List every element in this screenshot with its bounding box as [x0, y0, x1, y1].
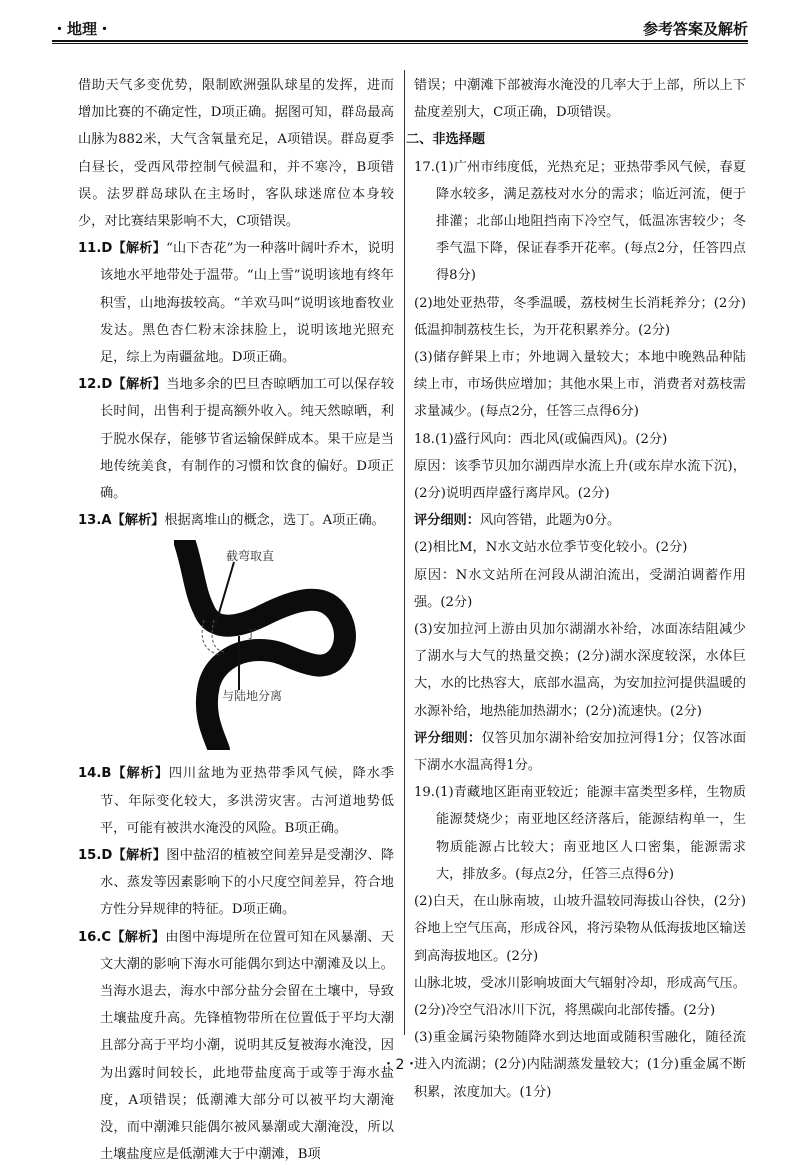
answer-number: 16.C: [78, 929, 112, 945]
column-divider: [404, 70, 405, 1035]
scoring-tag: 评分细则：: [414, 730, 482, 746]
answer-17-3: (3)储存鲜果上市；外地调入量较大；本地中晚熟品种陆续上市，市场供应增加；其他水果上市，消费者对荔枝需求量减少。(每点2分，任答三点得6分): [414, 350, 746, 420]
section-heading: 二、非选择题: [406, 132, 486, 148]
q16-continuation: 错误；中潮滩下部被海水淹没的几率大于上部，所以上下盐度差别大，C项正确，D项错误。: [414, 78, 746, 121]
answer-number: 14.B: [78, 766, 112, 782]
answer-text: 由图中海堤所在位置可知在风暴潮、天文大潮的影响下海水可能偶尔到达中潮滩及以上。当海水退去，海水中部分盐分会留在土壤中，导致土壤盐度升高。先锋植物带所在位置低于平均大潮且部分高于平均小潮，说明其反复被海水淹没，因为出露时间较长，此地带盐度高于或等于海水盐度，A项错误；低潮滩大部分可以被平均大潮淹没，而中潮滩只能偶尔被风暴潮或大潮淹没，所以土壤盐度应是低潮滩大于中潮滩，B项: [100, 929, 395, 1163]
answer-number: 12.D: [78, 377, 113, 393]
label-separated: 与陆地分离: [222, 689, 283, 704]
answer-18-1: 18.(1)盛行风向：西北风(或偏西风)。(2分): [414, 431, 668, 447]
answer-17-2: (2)地处亚热带，冬季温暖，荔枝树生长消耗养分；(2分)低温抑制荔枝生长，为开花积累养分。(2分): [414, 295, 746, 338]
answer-13: [78, 507, 394, 534]
scoring-text: 仅答贝加尔湖补给安加拉河得1分；仅答冰面下湖水水温高得1分。: [414, 730, 747, 774]
scoring-note-18-3: [414, 725, 746, 779]
subject-label: ・地理・: [52, 20, 113, 38]
answer-text: 四川盆地为亚热带季风气候，降水季节、年际变化较大，多洪涝灾害。古河道地势低平，可能有被洪水淹没的风险。B项正确。: [100, 766, 395, 836]
river-channel: [184, 540, 345, 750]
answer-11: [78, 235, 394, 371]
answer-text: 图中盐沼的植被空间差异是受潮汐、降水、蒸发等因素影响下的小尺度空间差异，符合地方性分异规律的特征。D项正确。: [100, 848, 395, 918]
scoring-tag: 评分细则：: [414, 513, 480, 529]
analysis-tag: 【解析】: [111, 766, 169, 782]
analysis-tag: 【解析】: [111, 513, 165, 529]
answer-19-3: (3)重金属污染物随降水到达地面或随积雪融化，随径流进入内流湖；(2分)内陆湖蒸发量较大；(1分)重金属不断积累，浓度加大。(1分): [414, 1030, 746, 1100]
answer-15: [78, 842, 394, 924]
analysis-tag: 【解析】: [111, 929, 166, 945]
left-column: [78, 72, 394, 1169]
scoring-note-18-1: [414, 507, 746, 534]
answer-19-2b: 山脉北坡，受冰川影响坡面大气辐射冷却，形成高气压。(2分)冷空气沿冰川下沉，将黑碳向北部传播。(2分): [414, 975, 746, 1018]
answer-text: “山下杏花”为一种落叶阔叶乔木，说明该地水平地带处于温带。“山上雪”说明该地有终年积雪，山地海拔较高。“羊欢马叫”说明该地畜牧业发达。黑色杏仁粉末涂抹脸上，说明该地光照充足，综上为南疆盆地。D项正确。: [100, 241, 395, 366]
q10-continuation: 借助天气多变优势，限制欧洲强队球星的发挥，进而增加比赛的不确定性，D项正确。据图可知，群岛最高山脉为882米，大气含氧量充足，A项错误。群岛夏季白昼长，受西风带控制气候温和，并不寒冷，B项错误。法罗群岛球队在主场时，客队球迷席位本身较少，对比赛结果影响不大，C项错误。: [78, 78, 394, 230]
answer-14: [78, 760, 394, 842]
scoring-text: 风向答错，此题为0分。: [479, 513, 621, 529]
answer-18-2-reason: 原因：N水文站所在河段从湖泊流出，受湖泊调蓄作用强。(2分): [414, 567, 746, 610]
header-rule: [52, 40, 748, 42]
analysis-tag: 【解析】: [112, 377, 167, 393]
header-title: 参考答案及解析: [642, 20, 748, 38]
answer-17-1: 17.(1)广州市纬度低，光热充足；亚热带季风气候，春夏降水较多，满足荔枝对水分的需求；临近河流，便于排灌；北部山地阻挡南下冷空气，低温冻害较少；冬季气温下降，保证春季开花率。(每点2分，任答四点得8分): [414, 159, 746, 284]
answer-text: 根据离堆山的概念，选丁。A项正确。: [164, 513, 385, 529]
answer-number: 13.A: [78, 513, 112, 529]
label-cutoff: 截弯取直: [226, 549, 275, 564]
right-column: [406, 72, 747, 1106]
answer-text: 当地多余的巴旦杏晾晒加工可以保存较长时间，出售利于提高额外收入。纯天然晾晒，利于脱水保存，能够节省运输保鲜成本。果干应是当地传统美食，有制作的习惯和饮食的偏好。D项正确。: [100, 377, 395, 502]
answer-19-2: (2)白天，在山脉南坡，山坡升温较同海拔山谷快，(2分)谷地上空气压高，形成谷风，将污染物从低海拔地区输送到高海拔地区。(2分): [414, 894, 746, 964]
answer-18-3: (3)安加拉河上游由贝加尔湖湖水补给，冰面冻结阻减少了湖水与大气的热量交换；(2分)湖水深度较深，水体巨大，水的比热容大，底部水温高，为安加拉河提供温暖的水源补给，地热能加热湖水；(2分)流速快。(2分): [414, 622, 746, 719]
answer-16: [78, 924, 394, 1169]
header-rule-thin: [52, 43, 748, 44]
answer-number: 15.D: [78, 848, 113, 864]
meander-figure: [78, 540, 394, 750]
analysis-tag: 【解析】: [112, 848, 167, 864]
meander-diagram: [174, 540, 374, 750]
answer-18-2: (2)相比M，N水文站水位季节变化较小。(2分): [414, 540, 688, 556]
label-ding: 丁: [245, 627, 258, 642]
page-header: [52, 14, 748, 42]
answer-18-1-reason: 原因：该季节贝加尔湖西岸水流上升(或东岸水流下沉)，(2分)说明西岸盛行离岸风。(2分): [414, 458, 746, 502]
answer-12: [78, 371, 394, 507]
answer-19-1: 19.(1)青藏地区距南亚较近；能源丰富类型多样，生物质能源焚烧少；南亚地区经济落后，能源结构单一，生物质能源占比较大；南亚地区人口密集，能源需求大，排放多。(每点2分，任答三点得6分): [414, 785, 746, 882]
analysis-tag: 【解析】: [112, 241, 167, 257]
answer-number: 11.D: [78, 241, 113, 257]
page-number: ・2・: [381, 1057, 419, 1073]
